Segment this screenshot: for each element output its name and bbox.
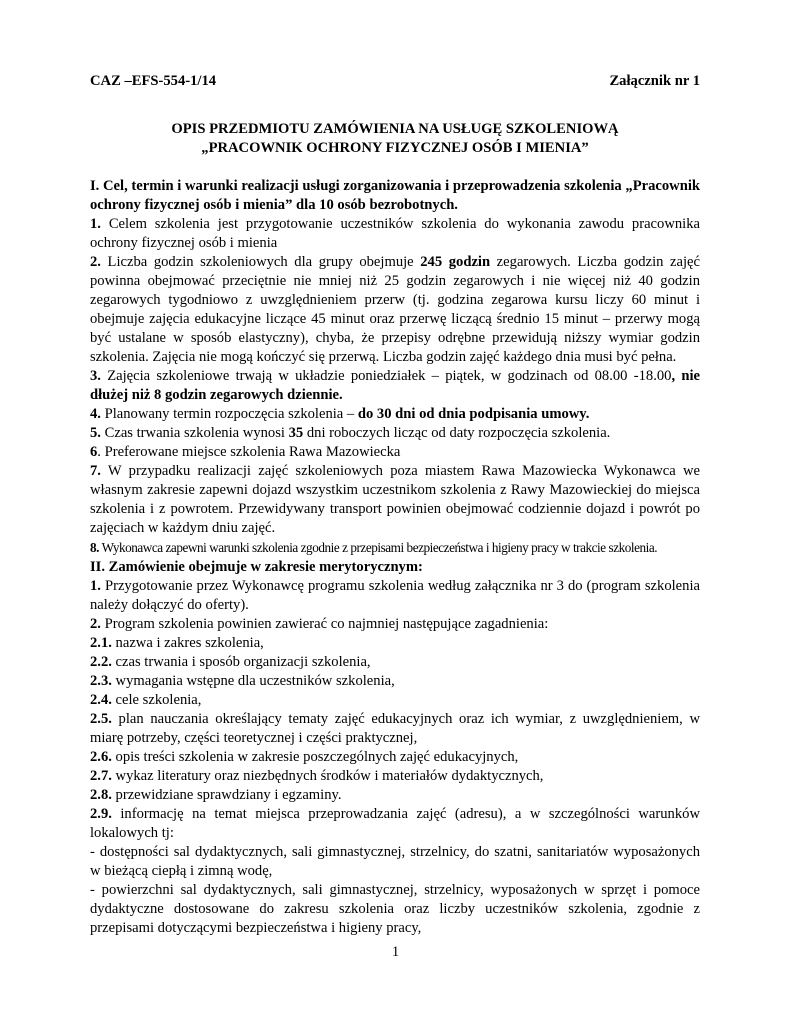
item-number: 2.2.	[90, 654, 112, 670]
item-text: cele szkolenia,	[111, 692, 202, 708]
item-text: informację na temat miejsca przeprowadzania zajęć (adresu), a w szczególności warunków lokalowych tj:	[90, 806, 700, 841]
section-1-heading: I. Cel, termin i warunki realizacji usługi zorganizowania i przeprowadzenia szkolenia „Pracownik ochrony fizycznej osób i mienia” dla 10 osób bezrobotnych.	[90, 178, 700, 213]
start-date-term: do 30 dni od dnia podpisania umowy.	[357, 406, 590, 422]
title-line-2: „PRACOWNIK OCHRONY FIZYCZNEJ OSÓB I MIENIA”	[201, 140, 589, 156]
item-text: wykaz literatury oraz niezbędnych środków i materiałów dydaktycznych,	[111, 768, 544, 784]
item-text: przewidziane sprawdziany i egzaminy.	[111, 787, 342, 803]
title-line-1: OPIS PRZEDMIOTU ZAMÓWIENIA NA USŁUGĘ SZKOLENIOWĄ	[171, 121, 619, 137]
paragraph-2-6-item	[90, 748, 700, 767]
days-count: 35	[288, 425, 304, 441]
paragraph-1-8	[90, 538, 700, 558]
dash-item-1: - dostępności sal dydaktycznych, sali gimnastycznej, strzelnicy, do szatni, sanitariatów wyposażonych w bieżącą ciepłą i zimną wodę,	[90, 844, 700, 879]
paragraph-1-4	[90, 405, 700, 424]
hours-count: 245 godzin	[420, 254, 491, 270]
item-text: Czas trwania szkolenia wynosi	[100, 425, 289, 441]
paragraph-1-6	[90, 443, 700, 462]
item-bold-text: , nie dłużej niż 8 godzin zegarowych dziennie.	[90, 368, 700, 403]
paragraph-1-3	[90, 367, 700, 405]
paragraph-1-7	[90, 462, 700, 538]
paragraph-1-1	[90, 215, 700, 253]
item-text: opis treści szkolenia w zakresie poszczególnych zajęć edukacyjnych,	[111, 749, 519, 765]
item-number: 2.9.	[90, 806, 112, 822]
paragraph-2-7-item	[90, 767, 700, 786]
paragraph-1-2	[90, 253, 700, 367]
item-number: 2.4.	[90, 692, 112, 708]
paragraph-1-5	[90, 424, 700, 443]
item-number: 4.	[90, 406, 101, 422]
item-number: 2.1.	[90, 635, 112, 651]
item-number: 3.	[90, 368, 101, 384]
reference-number: CAZ –EFS-554-1/14	[90, 73, 217, 89]
dash-item-2: - powierzchni sal dydaktycznych, sali gimnastycznej, strzelnicy, wyposażonych w sprzęt i pomoce dydaktyczne dostosowane do zakresu szkolenia oraz liczby uczestników szkolenia, zgodnie z przepisami dotyczącymi bezpieczeństwa i higieny pracy,	[90, 882, 700, 936]
item-text: plan nauczania określający tematy zajęć edukacyjnych oraz ich wymiar, z uwzględnieniem, w miarę potrzeby, części teoretycznej i części praktycznej,	[90, 711, 700, 746]
item-text: Planowany termin rozpoczęcia szkolenia –	[100, 406, 358, 422]
paragraph-2-2	[90, 615, 700, 634]
document-body	[90, 72, 700, 938]
item-number: 2.5.	[90, 711, 112, 727]
paragraph-2-8-item	[90, 786, 700, 805]
document-title	[90, 120, 700, 158]
item-number: 2.6.	[90, 749, 112, 765]
item-text: Celem szkolenia jest przygotowanie uczestników szkolenia do wykonania zawodu pracownika ochrony fizycznej osób i mienia	[90, 216, 700, 251]
item-number: 2.3.	[90, 673, 112, 689]
page-number: 1	[391, 944, 400, 960]
item-text: Program szkolenia powinien zawierać co najmniej następujące zagadnienia:	[100, 616, 549, 632]
paragraph-2-1-item	[90, 634, 700, 653]
item-text: Liczba godzin szkoleniowych dla grupy obejmuje	[100, 254, 421, 270]
document-header	[90, 72, 700, 91]
paragraph-2-3-item	[90, 672, 700, 691]
paragraph-2-1	[90, 577, 700, 615]
item-number: 2.8.	[90, 787, 112, 803]
attachment-label: Załącznik nr 1	[609, 73, 700, 89]
item-text: Zajęcia szkoleniowe trwają w układzie poniedziałek – piątek, w godzinach od 08.00 -18.00	[100, 368, 672, 384]
paragraph-2-5-item	[90, 710, 700, 748]
item-text: nazwa i zakres szkolenia,	[111, 635, 264, 651]
item-text: zegarowych. Liczba godzin zajęć powinna obejmować przeciętnie nie mniej niż 25 godzin zegarowych i nie więcej niż 40 godzin zegarowych tygodniowo z uwzględnieniem przerw (tj. godzina zegarowa kursu liczy 60 minut i obejmuje zajęcia edukacyjne liczące 45 minut oraz przerwę liczącą średnio 15 minut – przerwy mogą być ustalane w sposób elastyczny), chyba, że przepisy odrębne przewidują niższy wymiar godzin szkolenia. Zajęcia nie mogą kończyć się przerwą. Liczba godzin zajęć każdego dnia musi być pełna.	[90, 254, 700, 365]
item-number: 2.	[90, 254, 101, 270]
item-number: 5.	[90, 425, 101, 441]
item-number: 2.	[90, 616, 101, 632]
item-text: . Preferowane miejsce szkolenia Rawa Mazowiecka	[97, 444, 401, 460]
item-text: dni roboczych licząc od daty rozpoczęcia szkolenia.	[303, 425, 611, 441]
item-text: W przypadku realizacji zajęć szkoleniowych poza miastem Rawa Mazowiecka Wykonawca we własnym zakresie zapewni dojazd wszystkim uczestnikom szkolenia z Rawy Mazowieckiej do miejsca szkolenia i z powrotem. Przewidywany transport powinien obejmować codziennie dojazd i powrót po zajęciach w każdym dniu zajęć.	[90, 463, 700, 536]
item-number: 1.	[90, 216, 101, 232]
item-number: 6	[90, 444, 98, 460]
item-text: wymagania wstępne dla uczestników szkolenia,	[111, 673, 395, 689]
section-2-heading: II. Zamówienie obejmuje w zakresie merytorycznym:	[90, 559, 423, 575]
item-text: Przygotowanie przez Wykonawcę programu szkolenia według załącznika nr 3 do (program szkolenia należy dołączyć do oferty).	[90, 578, 700, 613]
item-number: 7.	[90, 463, 101, 479]
paragraph-2-4-item	[90, 691, 700, 710]
paragraph-2-2-item	[90, 653, 700, 672]
paragraph-2-9-item	[90, 805, 700, 843]
item-number: 1.	[90, 578, 101, 594]
item-text: czas trwania i sposób organizacji szkolenia,	[111, 654, 371, 670]
item-text: Wykonawca zapewni warunki szkolenia zgodnie z przepisami bezpieczeństwa i higieny pracy w trakcie szkolenia.	[99, 540, 658, 555]
item-number: 8.	[90, 540, 99, 555]
item-number: 2.7.	[90, 768, 112, 784]
